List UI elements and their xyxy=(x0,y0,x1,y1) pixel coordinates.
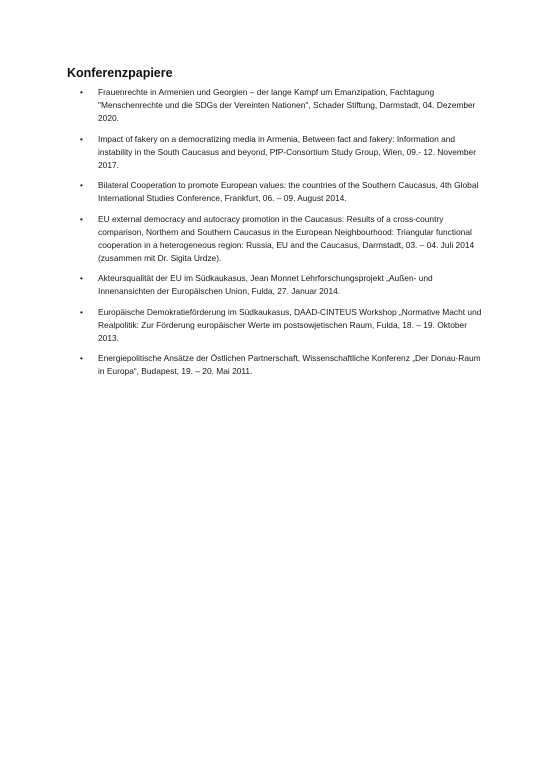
list-item-text: Energiepolitische Ansätze der Östlichen Partnerschaft, Wissenschaftliche Konferenz „Der Donau-Raum in Europa“, Budapest, 19. – 20. Mai 2011. xyxy=(98,353,481,376)
list-item-text: Bilateral Cooperation to promote European values: the countries of the Southern Caucasus, 4th Global International Studies Conference, Frankfurt, 06. – 09. August 2014. xyxy=(98,180,479,203)
bullet-icon: • xyxy=(80,87,83,97)
list-item xyxy=(67,306,487,345)
list-item xyxy=(67,86,487,125)
bullet-icon: • xyxy=(80,213,83,224)
list-item-text: Akteursqualität der EU im Südkaukasus, Jean Monnet Lehrforschungsprojekt „Außen- und Innenansichten der Europäischen Union, Fulda, 27. Januar 2014. xyxy=(98,273,433,296)
bullet-icon: • xyxy=(80,133,83,144)
bullet-icon: • xyxy=(80,306,83,317)
bullet-icon: • xyxy=(80,273,83,283)
section-heading: Konferenzpapiere xyxy=(67,66,173,80)
list-item xyxy=(67,272,487,298)
conference-paper-list xyxy=(67,86,487,386)
bullet-icon: • xyxy=(80,353,83,363)
bullet-icon: • xyxy=(80,180,83,190)
list-item xyxy=(67,133,487,172)
list-item-text: Impact of fakery on a democratizing media in Armenia, Between fact and fakery: Information and instability in the South Caucasus and beyond, PfP-Consortium Study Group, Wien, 09.- 12. November 2017. xyxy=(98,133,476,170)
list-item xyxy=(67,179,487,205)
list-item xyxy=(67,213,487,265)
list-item-text: EU external democracy and autocracy promotion in the Caucasus: Results of a cross-country comparison, Northern and Southern Caucasus in the European Neighbourhood: Triangular functional cooperation in a heterogeneous region: Russia, EU and the Caucasus, Darmstadt, 03. – 04. Juli 2014 (zusammen mit Dr. Sigita Urdze). xyxy=(98,213,475,263)
list-item-text: Frauenrechte in Armenien und Georgien – der lange Kampf um Emanzipation, Fachtagung "Menschenrechte und die SDGs der Vereinten Nationen", Schader Stiftung, Darmstadt, 04. Dezember 2020. xyxy=(98,87,476,123)
list-item xyxy=(67,352,487,378)
list-item-text: Europäische Demokratieförderung im Südkaukasus, DAAD-CINTEUS Workshop „Normative Macht und Realpolitik: Zur Förderung europäischer Werte im postsowjetischen Raum, Fulda, 18. – 19. Oktober 2013. xyxy=(98,306,482,343)
